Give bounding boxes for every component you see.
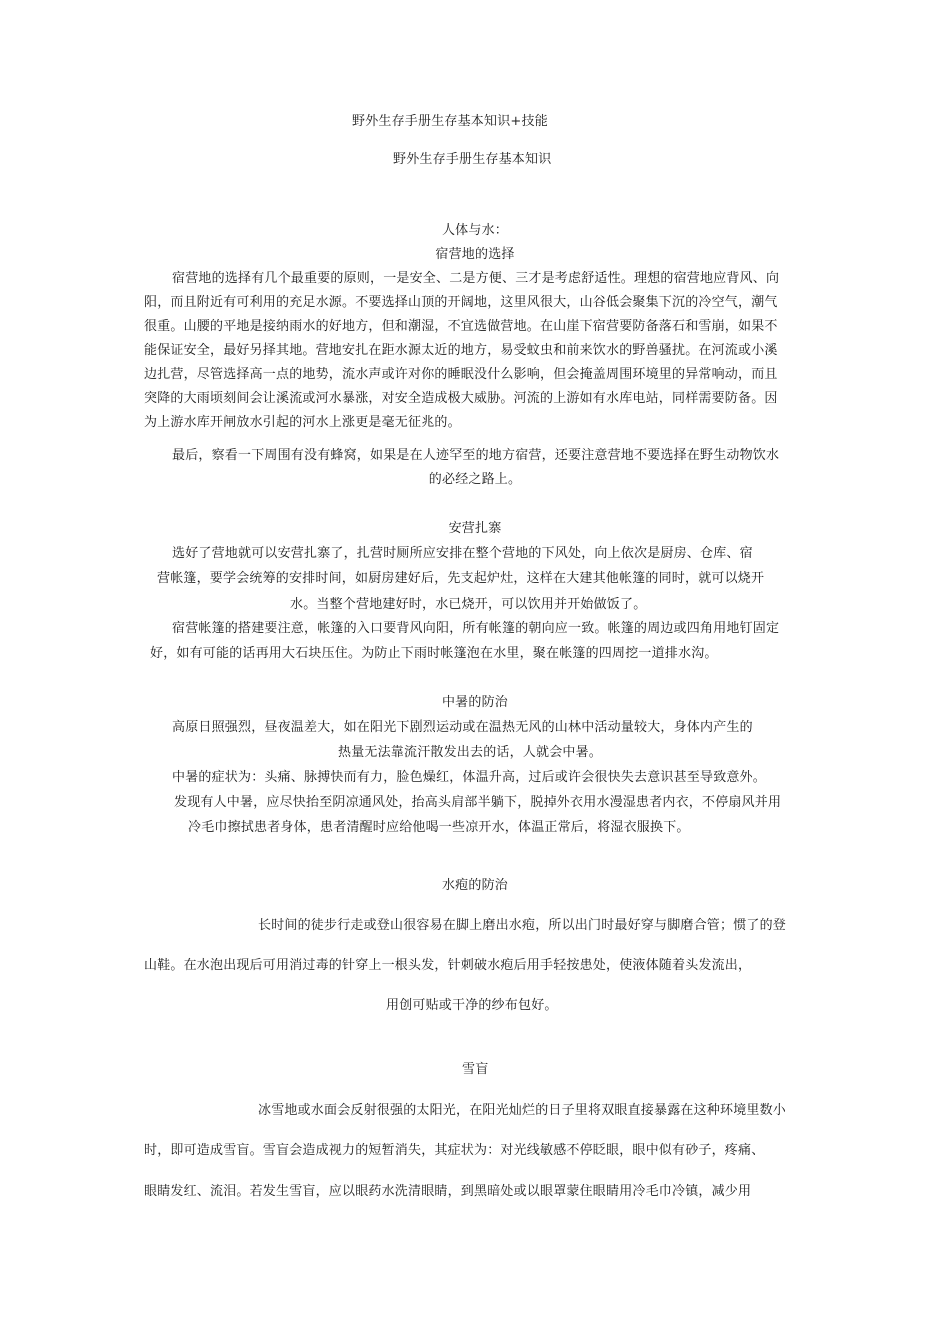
paragraph-line: 用创可贴或干净的纱布包好。	[386, 998, 558, 1013]
paragraph-line: 选好了营地就可以安营扎寨了，扎营时厕所应安排在整个营地的下风处，向上依次是厨房、仓库、宿	[172, 546, 753, 561]
document-title: 野外生存手册生存基本知识+技能	[352, 114, 548, 129]
paragraph-line: 的必经之路上。	[428, 472, 522, 487]
paragraph-line: 时，即可造成雪盲。雪盲会造成视力的短暂消失，其症状为：对光线敏感不停眨眼，眼中似有砂子，疼痛、	[144, 1143, 765, 1158]
paragraph-line: 营帐篷，要学会统筹的安排时间，如厨房建好后，先支起炉灶，这样在大建其他帐篷的同时，就可以烧开	[157, 571, 765, 586]
paragraph-line: 冰雪地或水面会反射很强的太阳光，在阳光灿烂的日子里将双眼直接暴露在这种环境里数小	[258, 1103, 787, 1118]
section-heading-blister: 水疱的防治	[441, 878, 508, 893]
paragraph-line: 宿营地的选择有几个最重要的原则，一是安全、二是方便、三才是考虑舒适性。理想的宿营地应背风、向	[172, 271, 780, 286]
section-heading-camp: 安营扎寨	[448, 521, 502, 536]
paragraph-line: 边扎营，尽管选择高一点的地势，流水声或许对你的睡眠没什么影响，但会掩盖周围环境里的异常响动，而且	[144, 367, 778, 382]
paragraph-line: 水。当整个营地建好时，水已烧开，可以饮用并开始做饭了。	[290, 597, 647, 612]
section-subheading-campsite: 宿营地的选择	[435, 247, 515, 262]
paragraph-line: 眼睛发红、流泪。若发生雪盲，应以眼药水洗清眼睛，到黑暗处或以眼罩蒙住眼睛用冷毛巾冷镇，减少用	[144, 1184, 752, 1199]
paragraph-line: 能保证安全，最好另择其地。营地安扎在距水源太近的地方，易受蚊虫和前来饮水的野兽骚扰。在河流或小溪	[144, 343, 778, 358]
document-subtitle: 野外生存手册生存基本知识	[393, 152, 552, 167]
section-heading-snow-blindness: 雪盲	[462, 1062, 489, 1077]
paragraph-line: 热量无法靠流汗散发出去的话，人就会中暑。	[338, 745, 603, 760]
paragraph-line: 阳，而且附近有可利用的充足水源。不要选择山顶的开阔地，这里风很大，山谷低会聚集下沉的冷空气，潮气	[144, 295, 778, 310]
paragraph-line: 很重。山腰的平地是接纳雨水的好地方，但和潮湿，不宜选做营地。在山崖下宿营要防备落石和雪崩，如果不	[144, 319, 778, 334]
paragraph-line: 宿营帐篷的搭建要注意，帐篷的入口要背风向阳，所有帐篷的朝向应一致。帐篷的周边或四角用地钉固定	[172, 621, 780, 636]
paragraph-line: 山鞋。在水泡出现后可用消过毒的针穿上一根头发，针刺破水疱后用手轻按患处，使液体随着头发流出，	[144, 958, 752, 973]
paragraph-line: 突降的大雨顷刻间会让溪流或河水暴涨，对安全造成极大威胁。河流的上游如有水库电站，同样需要防备。因	[144, 391, 778, 406]
paragraph-line: 高原日照强烈，昼夜温差大，如在阳光下剧烈运动或在温热无风的山林中活动量较大，身体内产生的	[172, 720, 753, 735]
paragraph-line: 最后，察看一下周围有没有蜂窝，如果是在人迹罕至的地方宿营，还要注意营地不要选择在野生动物饮水	[172, 448, 780, 463]
paragraph-line: 冷毛巾擦拭患者身体，患者清醒时应给他喝一些凉开水，体温正常后，将湿衣服换下。	[188, 820, 690, 835]
section-heading-water: 人体与水：	[441, 223, 508, 238]
paragraph-line: 好，如有可能的话再用大石块压住。为防止下雨时帐篷泡在水里，聚在帐篷的四周挖一道排水沟。	[150, 646, 718, 661]
paragraph-line: 长时间的徒步行走或登山很容易在脚上磨出水疱，所以出门时最好穿与脚磨合管；惯了的登	[258, 918, 787, 933]
paragraph-line: 发现有人中暑，应尽快抬至阴凉通风处，抬高头肩部半躺下，脱掉外衣用水漫湿患者内衣，不停扇风并用	[174, 795, 782, 810]
paragraph-line: 中暑的症状为：头痛、脉搏快而有力，脸色燥红，体温升高，过后或许会很快失去意识甚至导致意外。	[172, 770, 767, 785]
section-heading-heatstroke: 中暑的防治	[441, 695, 508, 710]
paragraph-line: 为上游水库开闸放水引起的河水上涨更是毫无征兆的。	[144, 415, 461, 430]
